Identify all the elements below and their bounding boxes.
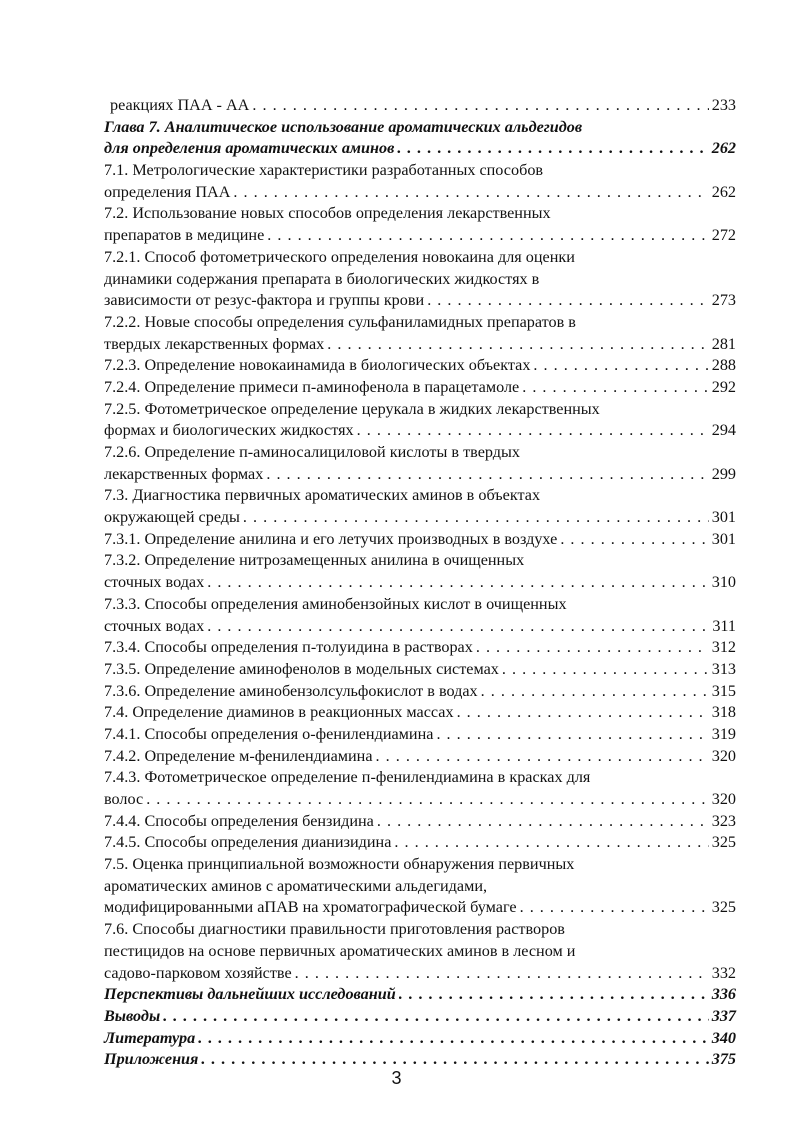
toc-entry	[104, 659, 736, 681]
toc-entry	[104, 594, 736, 637]
toc-entry-line	[104, 160, 736, 182]
toc-entry-title: сточных водах	[104, 573, 205, 592]
toc-entry-line	[104, 399, 736, 421]
toc-entry-title: 7.5. Оценка принципиальной возможности обнаружения первичных	[104, 855, 575, 874]
toc-entry-line	[104, 464, 736, 486]
toc-entry-title: 7.2.1. Способ фотометрического определения новокаина для оценки	[104, 247, 575, 266]
toc-entry-line	[104, 963, 736, 985]
toc-entry-title: 7.4.5. Способы определения дианизидина	[104, 833, 392, 852]
toc-entry	[104, 767, 736, 810]
dot-leader	[252, 95, 708, 117]
toc-entry-line	[104, 550, 736, 572]
toc-entry	[104, 247, 736, 312]
toc-entry-page: 312	[711, 638, 736, 657]
toc-entry-line	[104, 854, 736, 876]
toc-entry-title: 7.3.5. Определение аминофенолов в модельных системах	[104, 659, 499, 678]
toc-entry-title: 7.6. Способы диагностики правильности приготовления растворов	[104, 920, 565, 939]
toc-entry-line	[104, 442, 736, 464]
toc-entry-title: Глава 7. Аналитическое использование ароматических альдегидов	[104, 117, 583, 136]
toc-entry	[104, 984, 736, 1006]
toc-entry	[104, 1006, 736, 1028]
dot-leader	[533, 355, 708, 377]
toc-entry-title: Перспективы дальнейших исследований	[104, 985, 396, 1004]
dot-leader	[520, 897, 709, 919]
toc-entry-page: 320	[711, 746, 736, 765]
toc-entry	[104, 919, 736, 984]
toc-entry-title: 7.3.4. Способы определения п-толуидина в растворах	[104, 638, 473, 657]
toc-entry-page: 292	[711, 377, 736, 396]
toc-entry-title: ароматических аминов с ароматическими альдегидами,	[104, 876, 488, 895]
toc-entry-page: 337	[711, 1006, 736, 1025]
toc-entry-line	[104, 203, 736, 225]
dot-leader	[394, 832, 708, 854]
toc-entry-line	[104, 312, 736, 334]
toc-entry-title: модифицированными аПАВ на хроматографической бумаге	[104, 898, 517, 917]
dot-leader	[357, 420, 709, 442]
toc-entry	[104, 442, 736, 485]
toc-entry	[104, 724, 736, 746]
toc-entry-line	[104, 529, 736, 551]
toc-entry-title: окружающей среды	[104, 508, 240, 527]
toc-entry	[104, 1028, 736, 1050]
toc-entry-page: 281	[711, 334, 736, 353]
toc-entry-title: Приложения	[104, 1050, 199, 1069]
toc-entry-title: реакциях ПАА - АА	[110, 96, 250, 114]
toc-entry-line	[104, 919, 736, 941]
toc-entry-page: 273	[711, 291, 736, 310]
toc-entry-line	[104, 789, 736, 811]
toc-entry-title: волос	[104, 790, 144, 808]
dot-leader	[397, 138, 708, 160]
dot-leader	[427, 290, 709, 312]
toc-entry-title: 7.3.3. Способы определения аминобензойных кислот в очищенных	[104, 594, 567, 613]
dot-leader	[266, 464, 708, 486]
toc-entry-line	[104, 507, 736, 529]
toc-entry-line	[104, 724, 736, 746]
toc-entry-title: зависимости от резус-фактора и группы крови	[104, 291, 425, 310]
toc-entry-page: 301	[711, 508, 736, 527]
toc-entry-line	[104, 811, 736, 833]
toc-entry-page: 233	[711, 96, 736, 114]
toc-entry	[104, 746, 736, 768]
toc-entry-page: 315	[711, 681, 736, 700]
toc-entry-page: 319	[711, 724, 736, 743]
toc-entry	[104, 485, 736, 528]
toc-entry-line	[104, 485, 736, 507]
toc-entry-page: 301	[711, 529, 736, 548]
toc-entry-page: 310	[711, 573, 736, 592]
dot-leader	[376, 746, 709, 768]
toc-entry	[104, 550, 736, 593]
toc-entry	[104, 95, 736, 117]
toc-entry-title: 7.2.3. Определение новокаинамида в биологических объектах	[104, 356, 531, 375]
toc-entry-title: 7.4. Определение диаминов в реакционных массах	[104, 703, 454, 722]
toc-entry-title: пестицидов на основе первичных ароматических аминов в лесном и	[104, 941, 576, 960]
toc-entry-title: 7.4.3. Фотометрическое определение п-фенилендиамина в красках для	[104, 768, 591, 787]
toc-entry-title: твердых лекарственных формах	[104, 334, 325, 353]
dot-leader	[481, 681, 709, 703]
toc-entry	[104, 832, 736, 854]
toc-entry	[104, 529, 736, 551]
toc-entry-page: 320	[711, 790, 736, 808]
toc-entry	[104, 702, 736, 724]
toc-entry-title: 7.4.1. Способы определения о-фенилендиамина	[104, 724, 434, 743]
toc-entry	[104, 312, 736, 355]
toc-entry-page: 311	[712, 616, 736, 635]
toc-entry-line	[104, 1028, 736, 1050]
dot-leader	[207, 616, 709, 638]
toc-entry	[104, 117, 736, 160]
toc-entry-line	[104, 984, 736, 1006]
toc-entry	[104, 681, 736, 703]
dot-leader	[295, 963, 709, 985]
dot-leader	[436, 724, 708, 746]
toc-entry-title: 7.3. Диагностика первичных ароматических аминов в объектах	[104, 486, 541, 505]
toc-entry-title: 7.2.4. Определение примеси п-аминофенола в парацетамоле	[104, 377, 520, 396]
toc-entry-page: 299	[711, 464, 736, 483]
toc-entry-line	[104, 746, 736, 768]
dot-leader	[457, 702, 709, 724]
toc-entry	[104, 160, 736, 203]
dot-leader	[267, 225, 708, 247]
toc-entry-title: 7.2.6. Определение п-аминосалициловой кислоты в твердых	[104, 443, 520, 461]
toc-entry-line	[104, 269, 736, 291]
toc-entry-page: 323	[711, 811, 736, 830]
table-of-contents	[104, 95, 736, 1071]
toc-entry-line	[104, 572, 736, 594]
toc-entry-line	[104, 420, 736, 442]
toc-entry-line	[104, 941, 736, 963]
toc-entry-line	[104, 702, 736, 724]
dot-leader	[377, 811, 709, 833]
toc-entry-page: 340	[711, 1028, 736, 1047]
toc-entry-title: динамики содержания препарата в биологических жидкостях в	[104, 269, 540, 288]
toc-entry-title: формах и биологических жидкостях	[104, 421, 354, 440]
toc-entry-line	[104, 355, 736, 377]
dot-leader	[243, 507, 709, 529]
toc-entry-page: 325	[711, 833, 736, 852]
toc-entry-title: 7.2.5. Фотометрическое определение церукала в жидких лекарственных	[104, 399, 600, 418]
toc-entry	[104, 637, 736, 659]
toc-entry-title: определения ПАА	[104, 182, 231, 201]
toc-entry-title: 7.4.2. Определение м-фенилендиамина	[104, 746, 373, 765]
toc-entry-line	[104, 334, 736, 356]
dot-leader	[233, 182, 708, 204]
toc-entry-line	[104, 767, 736, 789]
toc-entry-line	[104, 832, 736, 854]
toc-entry-page: 262	[711, 139, 736, 158]
toc-entry-title: 7.2. Использование новых способов определения лекарственных	[104, 204, 551, 223]
dot-leader	[198, 1028, 709, 1050]
dot-leader	[163, 1006, 709, 1028]
toc-entry-page: 375	[711, 1050, 736, 1069]
toc-entry	[104, 399, 736, 442]
toc-entry-line	[104, 377, 736, 399]
dot-leader	[146, 789, 709, 811]
toc-entry	[104, 854, 736, 919]
toc-entry-title: Выводы	[104, 1006, 161, 1025]
toc-entry-line	[104, 637, 736, 659]
toc-entry-line	[104, 659, 736, 681]
toc-entry-line	[104, 681, 736, 703]
toc-entry-title: сточных водах	[104, 616, 205, 635]
toc-entry	[104, 377, 736, 399]
toc-entry-page: 325	[711, 898, 736, 917]
toc-entry-title: препаратов в медицине	[104, 226, 265, 245]
toc-entry-page: 332	[711, 963, 736, 982]
dot-leader	[207, 572, 709, 594]
toc-entry-page: 294	[711, 421, 736, 440]
toc-entry-title: Литература	[104, 1028, 196, 1047]
dot-leader	[560, 529, 708, 551]
dot-leader	[327, 334, 708, 356]
toc-entry	[104, 355, 736, 377]
toc-entry-page: 318	[711, 703, 736, 722]
toc-entry-title: садово-парковом хозяйстве	[104, 963, 292, 982]
toc-entry-line	[104, 182, 736, 204]
toc-entry-page: 262	[711, 182, 736, 201]
toc-entry-line	[104, 876, 736, 898]
toc-entry-title: 7.3.6. Определение аминобензолсульфокислот в водах	[104, 681, 478, 700]
toc-entry-title: 7.1. Метрологические характеристики разработанных способов	[104, 161, 544, 180]
toc-entry-page: 288	[711, 356, 736, 375]
toc-entry-line	[104, 897, 736, 919]
toc-entry-line	[104, 1006, 736, 1028]
toc-entry-line	[104, 95, 736, 117]
toc-entry	[104, 203, 736, 246]
toc-entry-line	[104, 247, 736, 269]
toc-entry-page: 272	[711, 226, 736, 245]
toc-entry	[104, 811, 736, 833]
toc-entry-title: 7.2.2. Новые способы определения сульфаниламидных препаратов в	[104, 312, 576, 331]
toc-entry-line	[104, 117, 736, 139]
page-number: 3	[391, 1068, 402, 1088]
toc-entry-line	[104, 138, 736, 160]
dot-leader	[502, 659, 709, 681]
dot-leader	[399, 984, 709, 1006]
toc-entry-title: 7.3.2. Определение нитрозамещенных анилина в очищенных	[104, 551, 525, 570]
toc-entry-title: 7.4.4. Способы определения бензидина	[104, 811, 374, 830]
toc-entry-line	[104, 225, 736, 247]
toc-entry-title: для определения ароматических аминов	[104, 139, 395, 158]
toc-entry-title: лекарственных формах	[104, 464, 264, 483]
toc-entry-page: 313	[711, 659, 736, 678]
toc-entry-title: 7.3.1. Определение анилина и его летучих производных в воздухе	[104, 529, 558, 548]
toc-entry-page: 336	[711, 985, 736, 1004]
toc-entry-line	[104, 616, 736, 638]
toc-entry-line	[104, 594, 736, 616]
dot-leader	[522, 377, 709, 399]
toc-entry-line	[104, 290, 736, 312]
dot-leader	[476, 637, 709, 659]
